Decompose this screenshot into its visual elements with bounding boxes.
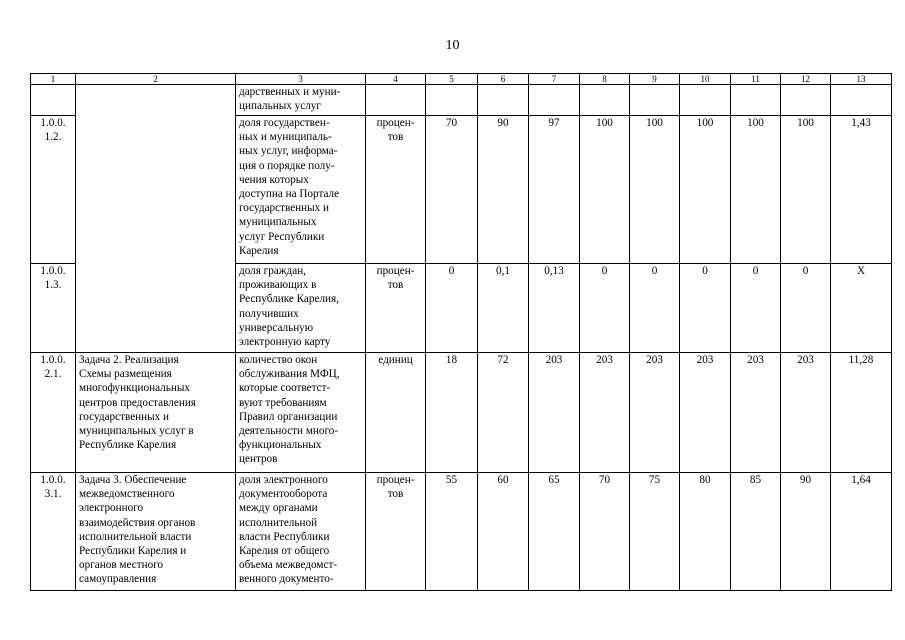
col-header-9: 9 — [630, 74, 680, 85]
value-cell: 203 — [731, 353, 781, 473]
col-header-10: 10 — [680, 74, 731, 85]
indicator-cell: количество окон обслуживания МФЦ, которые соответст- вуют требованиям Правил организации деятельности много- функциональных центров — [236, 353, 366, 473]
value-cell: 18 — [426, 353, 478, 473]
table-row — [31, 85, 892, 116]
col-header-4: 4 — [366, 74, 426, 85]
col-header-11: 11 — [731, 74, 781, 85]
col-header-8: 8 — [580, 74, 630, 85]
indicator-cell: дарственных и муни- ципальных услуг — [236, 85, 366, 116]
unit-cell: процен- тов — [366, 264, 426, 353]
indicator-cell: доля электронного документооборота между органами исполнительной власти Республики Карелия от общего объема межведомст- венного документо- — [236, 473, 366, 591]
ratio-cell: Х — [831, 264, 892, 353]
value-cell: 75 — [630, 473, 680, 591]
indicators-table — [30, 73, 892, 591]
value-cell: 70 — [580, 473, 630, 591]
value-cell: 100 — [580, 116, 630, 264]
task-cell — [76, 85, 236, 353]
value-cell: 0,1 — [478, 264, 529, 353]
row-number: 1.0.0. 1.2. — [31, 116, 76, 264]
value-cell: 0 — [680, 264, 731, 353]
value-cell: 65 — [529, 473, 580, 591]
value-cell: 100 — [731, 116, 781, 264]
unit-cell — [366, 85, 426, 116]
value-cell: 90 — [781, 473, 831, 591]
value-cell: 0 — [731, 264, 781, 353]
value-cell — [781, 85, 831, 116]
table-row — [31, 473, 892, 591]
value-cell — [630, 85, 680, 116]
table-row — [31, 353, 892, 473]
row-number: 1.0.0. 1.3. — [31, 264, 76, 353]
header-row — [31, 74, 892, 85]
value-cell: 203 — [580, 353, 630, 473]
value-cell: 55 — [426, 473, 478, 591]
unit-cell: процен- тов — [366, 473, 426, 591]
col-header-2: 2 — [76, 74, 236, 85]
value-cell: 203 — [781, 353, 831, 473]
value-cell: 97 — [529, 116, 580, 264]
ratio-cell: 1,64 — [831, 473, 892, 591]
ratio-cell: 1,43 — [831, 116, 892, 264]
value-cell: 80 — [680, 473, 731, 591]
task-cell: Задача 2. Реализация Схемы размещения многофункциональных центров предоставления государственных и муниципальных услуг в Республике Карелия — [76, 353, 236, 473]
value-cell — [529, 85, 580, 116]
value-cell — [580, 85, 630, 116]
value-cell — [478, 85, 529, 116]
value-cell: 72 — [478, 353, 529, 473]
indicator-cell: доля граждан, проживающих в Республике Карелия, получивших универсальную электронную карту — [236, 264, 366, 353]
value-cell: 90 — [478, 116, 529, 264]
task-cell: Задача 3. Обеспечение межведомственного электронного взаимодействия органов исполнительной власти Республики Карелия и органов местного самоуправления — [76, 473, 236, 591]
row-number — [31, 85, 76, 116]
unit-cell: процен- тов — [366, 116, 426, 264]
value-cell: 0 — [630, 264, 680, 353]
value-cell: 203 — [680, 353, 731, 473]
value-cell: 100 — [680, 116, 731, 264]
value-cell — [426, 85, 478, 116]
value-cell: 0,13 — [529, 264, 580, 353]
row-number: 1.0.0. 2.1. — [31, 353, 76, 473]
value-cell: 70 — [426, 116, 478, 264]
col-header-13: 13 — [831, 74, 892, 85]
col-header-12: 12 — [781, 74, 831, 85]
unit-cell: единиц — [366, 353, 426, 473]
row-number: 1.0.0. 3.1. — [31, 473, 76, 591]
ratio-cell: 11,28 — [831, 353, 892, 473]
value-cell: 0 — [426, 264, 478, 353]
value-cell: 0 — [580, 264, 630, 353]
value-cell: 60 — [478, 473, 529, 591]
value-cell: 85 — [731, 473, 781, 591]
value-cell: 203 — [529, 353, 580, 473]
value-cell: 100 — [630, 116, 680, 264]
col-header-3: 3 — [236, 74, 366, 85]
value-cell: 203 — [630, 353, 680, 473]
ratio-cell — [831, 85, 892, 116]
value-cell — [731, 85, 781, 116]
col-header-7: 7 — [529, 74, 580, 85]
indicator-cell: доля государствен- ных и муниципаль- ных услуг, информа- ция о порядке полу- чения которых доступна на Портале государственных и муниципальных услуг Республики Карелия — [236, 116, 366, 264]
col-header-1: 1 — [31, 74, 76, 85]
col-header-5: 5 — [426, 74, 478, 85]
value-cell: 0 — [781, 264, 831, 353]
value-cell — [680, 85, 731, 116]
value-cell: 100 — [781, 116, 831, 264]
col-header-6: 6 — [478, 74, 529, 85]
page-number: 10 — [445, 38, 460, 53]
